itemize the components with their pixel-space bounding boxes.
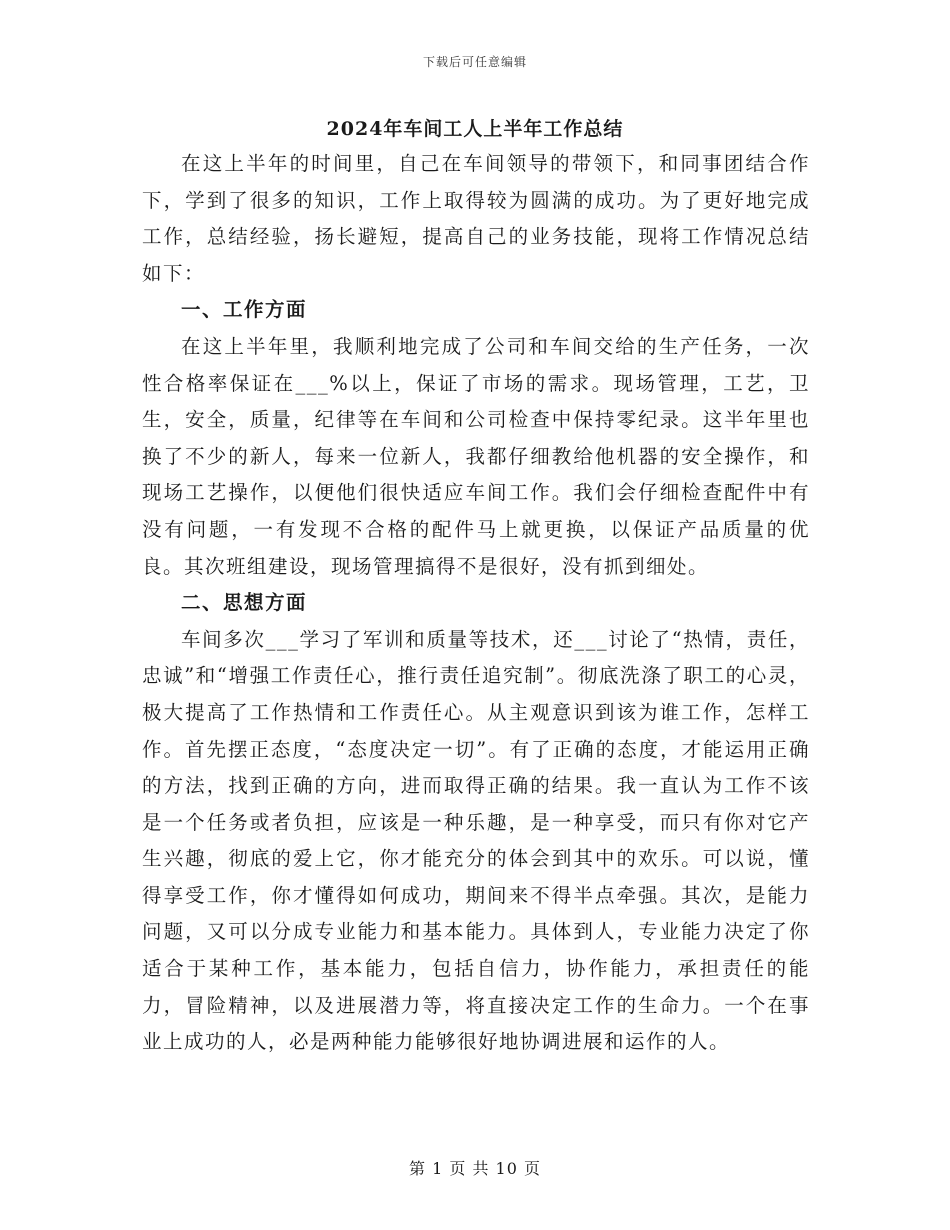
section-heading-work: 一、工作方面 bbox=[181, 298, 308, 322]
document-body bbox=[142, 146, 810, 1061]
section-paragraph-work: 在这上半年里，我顺利地完成了公司和车间交给的生产任务，一次性合格率保证在___%以上，保证了市场的需求。现场管理，工艺，卫生，安全，质量，纪律等在车间和公司检查中保持零纪录。这半年里也换了不少的新人，每来一位新人，我都仔细教给他机器的安全操作，和现场工艺操作，以便他们很快适应车间工作。我们会仔细检查配件中有没有问题，一有发现不合格的配件马上就更换，以保证产品质量的优良。其次班组建设，现场管理搞得不是很好，没有抓到细处。 bbox=[142, 334, 810, 578]
section-paragraph-thought: 车间多次___学习了军训和质量等技术，还___讨论了“热情，责任，忠诚”和“增强工作责任心，推行责任追究制”。彻底洗涤了职工的心灵，极大提高了工作热情和工作责任心。从主观意识到该为谁工作，怎样工作。首先摆正态度，“态度决定一切”。有了正确的态度，才能运用正确的方法，找到正确的方向，进而取得正确的结果。我一直认为工作不该是一个任务或者负担，应该是一种乐趣，是一种享受，而只有你对它产生兴趣，彻底的爱上它，你才能充分的体会到其中的欢乐。可以说，懂得享受工作，你才懂得如何成功，期间来不得半点牵强。其次，是能力问题，又可以分成专业能力和基本能力。具体到人，专业能力决定了你适合于某种工作，基本能力，包括自信力，协作能力，承担责任的能力，冒险精神，以及进展潜力等，将直接决定工作的生命力。一个在事业上成功的人，必是两种能力能够很好地协调进展和运作的人。 bbox=[142, 627, 810, 1054]
header-note: 下载后可任意编辑 bbox=[422, 55, 527, 69]
page-number: 第 1 页 共 10 页 bbox=[409, 1159, 541, 1178]
intro-paragraph: 在这上半年的时间里，自己在车间领导的带领下，和同事团结合作下，学到了很多的知识，工作上取得较为圆满的成功。为了更好地完成工作，总结经验，扬长避短，提高自己的业务技能，现将工作情况总结如下： bbox=[142, 152, 810, 285]
document-title: 2024年车间工人上半年工作总结 bbox=[326, 118, 624, 140]
section-heading-thought: 二、思想方面 bbox=[181, 591, 308, 615]
